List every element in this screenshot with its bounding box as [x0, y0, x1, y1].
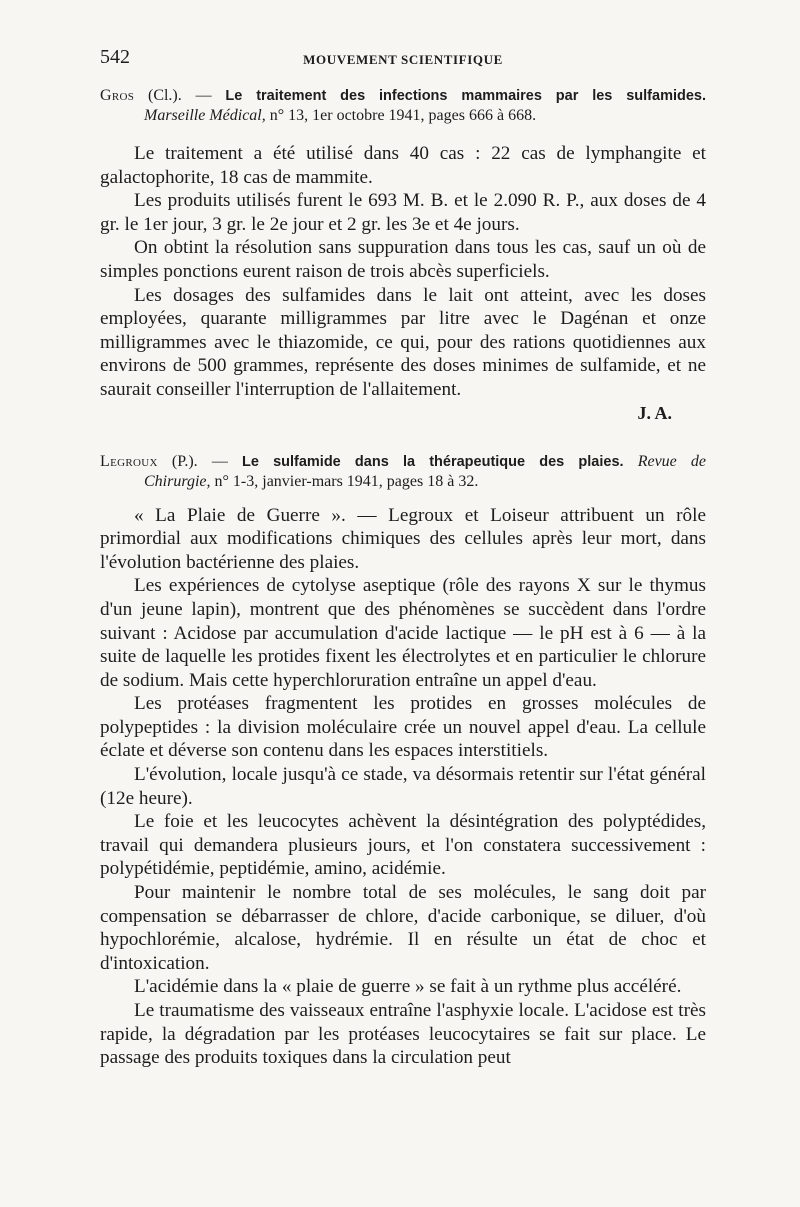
paragraph: Les dosages des sulfamides dans le lait ont atteint, avec les doses employées, quarante milligrammes par litre avec le Dagénan et onze milligrammes avec le thiazomide, ce qui, pour des rations quotidiennes aux environs de 500 grammes, représente des doses minimes de sulfamide, et ne saurait conseiller l'interruption de l'allaitement. — [100, 284, 706, 400]
paragraph: Les protéases fragmentent les protides en grosses molécules de polypeptides : la division moléculaire crée un nouvel appel d'eau. La cellule éclate et déverse son contenu dans les espaces interstitiels. — [100, 693, 706, 762]
reference-heading — [100, 452, 706, 472]
author-name: Gros — [100, 87, 135, 104]
source-details: n° 13, 1er octobre 1941, pages 666 à 668. — [269, 107, 537, 124]
page-header — [100, 40, 706, 66]
paragraph: L'acidémie dans la « plaie de guerre » se fait à un rythme plus accéléré. — [134, 976, 682, 998]
separator-dash: — — [211, 452, 228, 470]
source-journal: Revue de — [637, 452, 707, 470]
author-initials: (Cl.). — [147, 87, 182, 104]
paragraph: On obtint la résolution sans suppuration dans tous les cas, sauf un où de simples ponctions eurent raison de trois abcès superficiels. — [100, 237, 706, 282]
source-journal: Marseille Médical, — [144, 107, 266, 124]
document-page — [100, 40, 706, 1070]
author-initials: (P.). — [171, 452, 198, 470]
paragraph: Les expériences de cytolyse aseptique (rôle des rayons X sur le thymus d'un jeune lapin), montrent que des phénomènes se succèdent dans l'ordre suivant : Acidose par accumulation d'acide lactique — le pH est à 6 — à la suite de laquelle les protides fixent les électrolytes et en particulier le chlorure de sodium. Mais cette hyperchloruration entraîne un appel d'eau. — [100, 575, 706, 691]
paragraph: « La Plaie de Guerre ». — Legroux et Loiseur attribuent un rôle primordial aux modifications chimiques des cellules après leur mort, dans l'évolution bactérienne des plaies. — [100, 504, 706, 573]
paragraph: Le foie et les leucocytes achèvent la désintégration des polyptédides, travail qui demandera plusieurs jours, et l'on constatera successivement : polypétidémie, peptidémie, amino, acidémie. — [100, 811, 706, 880]
article-title: Le sulfamide dans la thérapeutique des plaies. — [241, 453, 624, 470]
author-name: Legroux — [100, 452, 158, 470]
paragraph: L'évolution, locale jusqu'à ce stade, va désormais retentir sur l'état général (12e heure). — [100, 764, 706, 809]
reference-source — [100, 472, 706, 492]
running-title: MOUVEMENT SCIENTIFIQUE — [303, 52, 503, 67]
paragraph: Les produits utilisés furent le 693 M. B. et le 2.090 R. P., aux doses de 4 gr. le 1er jour, 3 gr. le 2e jour et 2 gr. les 3e et 4e jours. — [100, 190, 706, 235]
article-body — [100, 142, 706, 424]
paragraph: Le traumatisme des vaisseaux entraîne l'asphyxie locale. L'acidose est très rapide, la dégradation par les protéases leucocytaires se fait sur place. Le passage des produits toxiques dans la circulation peut — [100, 1000, 706, 1069]
article-reference — [100, 452, 706, 492]
reviewer-signature: J. A. — [637, 402, 672, 423]
article-body — [100, 504, 706, 1070]
article-reference — [100, 86, 706, 126]
paragraph: Pour maintenir le nombre total de ses molécules, le sang doit par compensation se débarrasser de chlore, d'acide carbonique, se diluer, d'où hypochlorémie, alcalose, hydrémie. Il en résulte un état de choc et d'intoxication. — [100, 882, 706, 974]
article-title: Le traitement des infections mammaires par les sulfamides. — [225, 88, 706, 104]
paragraph: Le traitement a été utilisé dans 40 cas : 22 cas de lymphangite et galactophorite, 18 cas de mammite. — [100, 143, 706, 188]
source-journal-continued: Chirurgie, — [144, 472, 211, 490]
separator-dash: — — [195, 87, 212, 104]
reference-heading — [100, 86, 706, 106]
reference-source — [100, 106, 706, 126]
page-number: 542 — [100, 46, 130, 68]
source-details: n° 1-3, janvier-mars 1941, pages 18 à 32. — [214, 472, 479, 490]
